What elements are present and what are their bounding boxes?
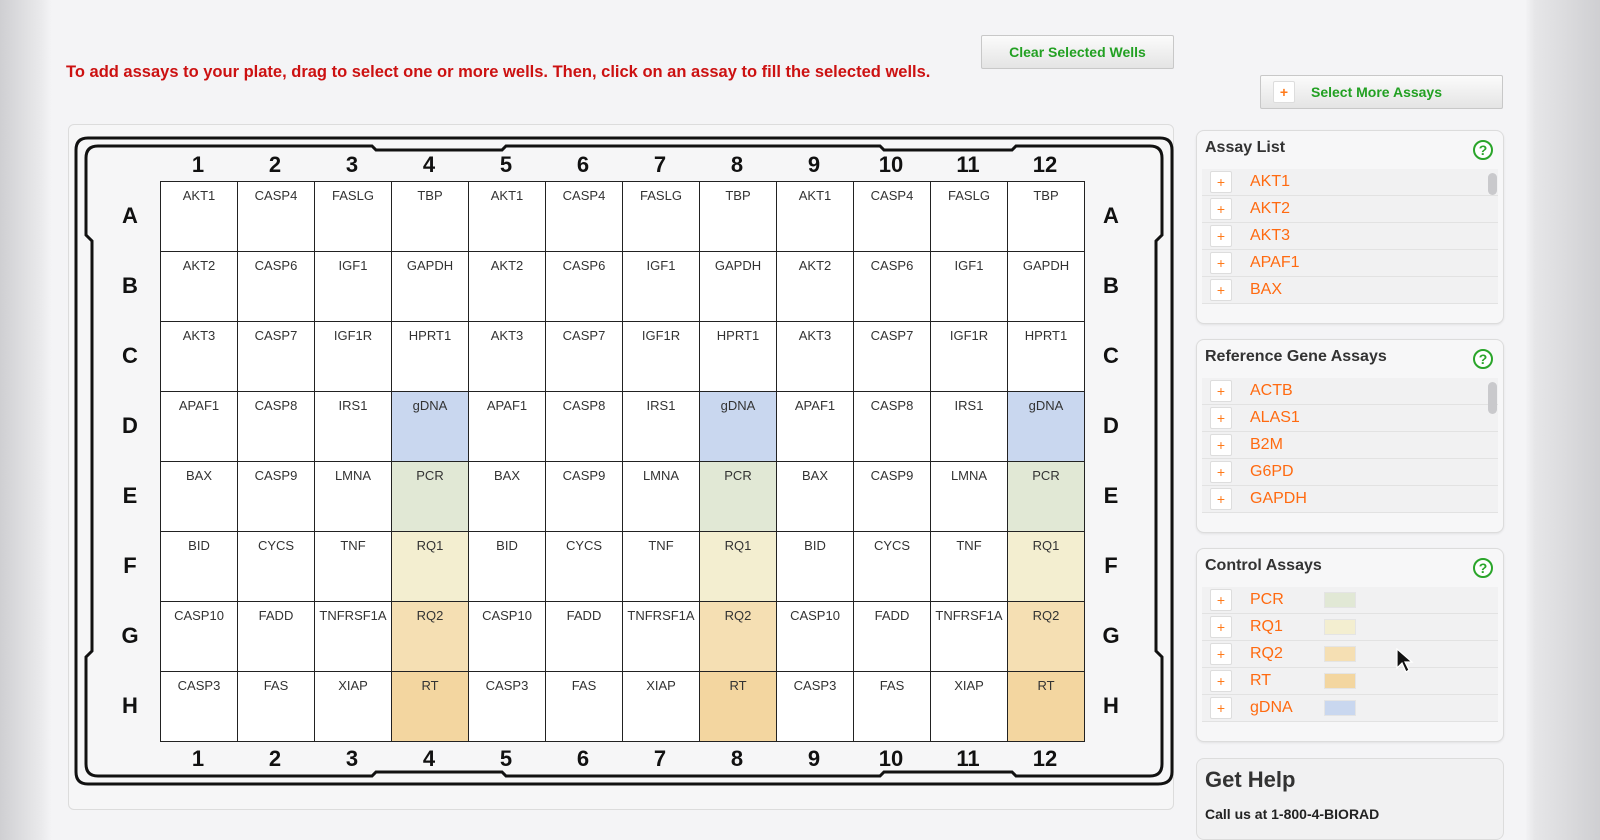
plate-well[interactable]: XIAP <box>931 672 1008 742</box>
plate-well[interactable]: AKT1 <box>161 182 238 252</box>
row-letter: H <box>1103 693 1119 718</box>
column-number: 4 <box>422 746 436 771</box>
row-letter: B <box>1103 273 1119 298</box>
get-help-panel <box>1196 758 1504 840</box>
assay-list-item[interactable] <box>1202 223 1498 250</box>
plate-well[interactable]: GAPDH <box>700 252 777 322</box>
plus-icon[interactable]: + <box>1210 171 1232 193</box>
plate-well[interactable]: RQ1 <box>392 532 469 602</box>
column-number: 8 <box>730 746 744 771</box>
plate-well[interactable]: AKT1 <box>777 182 854 252</box>
plus-icon[interactable]: + <box>1210 461 1232 483</box>
plate-well[interactable]: HPRT1 <box>392 322 469 392</box>
help-icon[interactable]: ? <box>1473 558 1493 578</box>
plate-well[interactable]: FADD <box>546 602 623 672</box>
plate-well[interactable]: CASP6 <box>546 252 623 322</box>
plate-well[interactable]: HPRT1 <box>700 322 777 392</box>
row-letter: G <box>121 623 139 648</box>
assay-list-item[interactable] <box>1202 169 1498 196</box>
plate-well[interactable]: GAPDH <box>1008 252 1085 322</box>
plate-well[interactable]: IGF1R <box>931 322 1008 392</box>
plate-well[interactable]: TBP <box>700 182 777 252</box>
assay-list-title: Assay List <box>1205 139 1286 156</box>
select-more-assays-label: Select More Assays <box>1311 84 1442 100</box>
plate-well[interactable]: CASP4 <box>854 182 931 252</box>
plate-well[interactable]: CYCS <box>238 532 315 602</box>
assay-list-item[interactable] <box>1202 587 1498 614</box>
plate-well[interactable]: FAS <box>546 672 623 742</box>
plate-well[interactable]: IGF1R <box>315 322 392 392</box>
plate-well[interactable]: TNF <box>931 532 1008 602</box>
column-number: 7 <box>653 746 667 771</box>
plate-well[interactable]: CASP7 <box>546 322 623 392</box>
help-icon[interactable]: ? <box>1473 140 1493 160</box>
plate-well[interactable]: CASP6 <box>854 252 931 322</box>
instructions-text: To add assays to your plate, drag to select one or more wells. Then, click on an assay to fill the selected wells. <box>66 63 931 81</box>
plate-well[interactable]: CASP9 <box>546 462 623 532</box>
plus-icon[interactable]: + <box>1210 252 1232 274</box>
plate-well[interactable]: AKT3 <box>161 322 238 392</box>
row-letter: C <box>122 343 138 368</box>
plate-well[interactable]: IGF1R <box>623 322 700 392</box>
plate-well[interactable]: CASP9 <box>238 462 315 532</box>
column-number: 9 <box>807 152 821 177</box>
plus-icon[interactable]: + <box>1210 380 1232 402</box>
plate-well[interactable]: TNF <box>623 532 700 602</box>
plate-well[interactable]: AKT2 <box>469 252 546 322</box>
assay-label: G6PD <box>1250 463 1294 480</box>
plate-well[interactable]: FADD <box>238 602 315 672</box>
column-number: 3 <box>345 152 359 177</box>
plus-icon[interactable]: + <box>1210 616 1232 638</box>
row-letter: A <box>122 203 138 228</box>
plus-icon[interactable]: + <box>1210 670 1232 692</box>
plate-well[interactable]: AKT2 <box>161 252 238 322</box>
assay-label: RT <box>1250 672 1272 689</box>
column-number: 4 <box>422 152 436 177</box>
row-letter: D <box>122 413 138 438</box>
assay-label: RQ2 <box>1250 645 1283 662</box>
plate-well[interactable]: FASLG <box>931 182 1008 252</box>
assay-list-panel <box>1196 130 1504 324</box>
plate-well[interactable]: CASP7 <box>238 322 315 392</box>
row-letter: D <box>1103 413 1119 438</box>
plate-well[interactable]: CASP8 <box>238 392 315 462</box>
plate-well[interactable]: XIAP <box>315 672 392 742</box>
row-letter: G <box>1102 623 1120 648</box>
assay-list-item[interactable] <box>1202 378 1498 405</box>
plate-well[interactable]: FASLG <box>623 182 700 252</box>
plate-well[interactable]: CASP10 <box>469 602 546 672</box>
plate-well[interactable]: IGF1 <box>315 252 392 322</box>
row-letter: F <box>123 553 137 578</box>
reference-gene-list <box>1202 378 1498 513</box>
help-icon[interactable]: ? <box>1473 349 1493 369</box>
plate-well[interactable]: PCR <box>392 462 469 532</box>
color-swatch <box>1324 619 1356 635</box>
plate-well[interactable]: CASP4 <box>238 182 315 252</box>
plate-well[interactable]: LMNA <box>315 462 392 532</box>
plate-well[interactable]: FADD <box>854 602 931 672</box>
plus-icon[interactable]: + <box>1210 279 1232 301</box>
column-number: 2 <box>268 746 282 771</box>
plus-icon[interactable]: + <box>1210 697 1232 719</box>
plate-well[interactable]: AKT2 <box>777 252 854 322</box>
assay-label: AKT1 <box>1250 173 1291 190</box>
assay-list-item[interactable] <box>1202 405 1498 432</box>
assay-list-item[interactable] <box>1202 459 1498 486</box>
plate-well[interactable]: XIAP <box>623 672 700 742</box>
plate-well[interactable]: APAF1 <box>777 392 854 462</box>
assay-list-scrollbar[interactable] <box>1488 173 1497 195</box>
column-number: 9 <box>807 746 821 771</box>
plate-well[interactable]: CASP3 <box>469 672 546 742</box>
row-letter: E <box>1103 483 1119 508</box>
assay-label: RQ1 <box>1250 618 1283 635</box>
plate-grid[interactable] <box>160 181 1085 742</box>
plate-well[interactable]: RT <box>700 672 777 742</box>
row-letter: H <box>122 693 138 718</box>
plate-well[interactable]: GAPDH <box>392 252 469 322</box>
column-number: 12 <box>1032 152 1058 177</box>
assay-label: AKT3 <box>1250 227 1291 244</box>
plate-well[interactable]: RT <box>392 672 469 742</box>
assay-label: ALAS1 <box>1250 409 1300 426</box>
plate-well[interactable]: IRS1 <box>315 392 392 462</box>
reference-gene-panel <box>1196 339 1504 533</box>
plate-well[interactable]: IRS1 <box>623 392 700 462</box>
plate-well[interactable]: TNFRSF1A <box>315 602 392 672</box>
assay-label: B2M <box>1250 436 1283 453</box>
plus-icon[interactable]: + <box>1210 198 1232 220</box>
plate-well[interactable]: CYCS <box>546 532 623 602</box>
plus-icon[interactable]: + <box>1210 434 1232 456</box>
column-number: 11 <box>956 152 980 177</box>
color-swatch <box>1324 673 1356 689</box>
plate-well[interactable]: CASP3 <box>777 672 854 742</box>
control-assays-title: Control Assays <box>1205 557 1322 574</box>
assay-label: PCR <box>1250 591 1284 608</box>
column-number: 3 <box>345 746 359 771</box>
plus-icon[interactable]: + <box>1210 407 1232 429</box>
plate-well[interactable]: AKT3 <box>777 322 854 392</box>
plus-icon[interactable]: + <box>1210 488 1232 510</box>
plate-well[interactable]: BID <box>469 532 546 602</box>
assay-list-item[interactable] <box>1202 668 1498 695</box>
row-letter: E <box>122 483 138 508</box>
plate-well[interactable]: CASP10 <box>777 602 854 672</box>
reference-gene-title: Reference Gene Assays <box>1205 348 1387 365</box>
plate-well[interactable]: gDNA <box>1008 392 1085 462</box>
assay-list-item[interactable] <box>1202 250 1498 277</box>
plate-well[interactable]: RQ1 <box>1008 532 1085 602</box>
plate-well[interactable]: RQ1 <box>700 532 777 602</box>
plate-well[interactable]: AKT3 <box>469 322 546 392</box>
plate-well[interactable]: TBP <box>1008 182 1085 252</box>
plate-well[interactable]: IGF1 <box>623 252 700 322</box>
plate-well[interactable]: BID <box>161 532 238 602</box>
row-letter: C <box>1103 343 1119 368</box>
assay-list-item[interactable] <box>1202 277 1498 304</box>
assay-list-item[interactable] <box>1202 486 1498 513</box>
assay-list-item[interactable] <box>1202 695 1498 722</box>
mouse-cursor-icon <box>1396 648 1414 674</box>
plate-well[interactable]: FAS <box>854 672 931 742</box>
assay-label: gDNA <box>1250 699 1293 716</box>
plate-well[interactable]: BID <box>777 532 854 602</box>
plate-well[interactable]: TNFRSF1A <box>623 602 700 672</box>
select-more-assays-button[interactable] <box>1260 75 1503 109</box>
plate-well[interactable]: IRS1 <box>931 392 1008 462</box>
plate-well[interactable]: BAX <box>161 462 238 532</box>
column-number: 1 <box>191 152 205 177</box>
plate-well[interactable]: RQ2 <box>700 602 777 672</box>
plus-icon[interactable]: + <box>1210 225 1232 247</box>
plate-well[interactable]: CASP8 <box>854 392 931 462</box>
column-number: 8 <box>730 152 744 177</box>
assay-label: BAX <box>1250 281 1283 298</box>
reference-gene-scrollbar[interactable] <box>1488 382 1497 414</box>
assay-list-item[interactable] <box>1202 641 1498 668</box>
assay-list <box>1202 169 1498 304</box>
control-assays-panel <box>1196 548 1504 742</box>
plate-well[interactable]: TNF <box>315 532 392 602</box>
plate-well[interactable]: CASP3 <box>161 672 238 742</box>
plate-well[interactable]: FASLG <box>315 182 392 252</box>
assay-label: AKT2 <box>1250 200 1291 217</box>
column-number: 10 <box>878 152 904 177</box>
column-number: 5 <box>499 152 513 177</box>
assay-list-item[interactable] <box>1202 432 1498 459</box>
plate-well[interactable]: TBP <box>392 182 469 252</box>
plate-well[interactable]: CASP10 <box>161 602 238 672</box>
plate-well[interactable]: CYCS <box>854 532 931 602</box>
plus-icon[interactable]: + <box>1210 643 1232 665</box>
help-phone: Call us at 1-800-4-BIORAD <box>1205 806 1380 822</box>
plate-well[interactable]: LMNA <box>931 462 1008 532</box>
plate-well[interactable]: gDNA <box>700 392 777 462</box>
color-swatch <box>1324 646 1356 662</box>
plate-well[interactable]: RQ2 <box>392 602 469 672</box>
column-number: 5 <box>499 746 513 771</box>
column-number: 1 <box>191 746 205 771</box>
plate-well[interactable]: CASP8 <box>546 392 623 462</box>
assay-list-item[interactable] <box>1202 196 1498 223</box>
plate-well[interactable]: APAF1 <box>469 392 546 462</box>
control-assays-list <box>1202 587 1498 722</box>
color-swatch <box>1324 592 1356 608</box>
row-letter: F <box>1104 553 1118 578</box>
plate-well[interactable]: PCR <box>700 462 777 532</box>
column-number: 6 <box>576 152 590 177</box>
plus-icon: + <box>1273 81 1295 103</box>
plate-well[interactable]: CASP6 <box>238 252 315 322</box>
assay-list-item[interactable] <box>1202 614 1498 641</box>
plate-well[interactable]: LMNA <box>623 462 700 532</box>
row-letter: B <box>122 273 138 298</box>
column-number: 7 <box>653 152 667 177</box>
plate-well[interactable]: CASP4 <box>546 182 623 252</box>
clear-selected-wells-button[interactable]: Clear Selected Wells <box>981 35 1174 69</box>
plus-icon[interactable]: + <box>1210 589 1232 611</box>
plate-well[interactable]: PCR <box>1008 462 1085 532</box>
plate-well[interactable]: RT <box>1008 672 1085 742</box>
plate-well[interactable]: AKT1 <box>469 182 546 252</box>
column-number: 12 <box>1032 746 1058 771</box>
assay-label: APAF1 <box>1250 254 1300 271</box>
plate-well[interactable]: FAS <box>238 672 315 742</box>
get-help-title: Get Help <box>1205 767 1296 792</box>
plate-well[interactable]: gDNA <box>392 392 469 462</box>
plate-well[interactable]: APAF1 <box>161 392 238 462</box>
assay-label: GAPDH <box>1250 490 1307 507</box>
plate-well[interactable]: BAX <box>469 462 546 532</box>
row-letter: A <box>1103 203 1119 228</box>
column-number: 2 <box>268 152 282 177</box>
plate-well[interactable]: TNFRSF1A <box>931 602 1008 672</box>
plate-well[interactable]: HPRT1 <box>1008 322 1085 392</box>
column-number: 11 <box>956 746 980 771</box>
plate-well[interactable]: IGF1 <box>931 252 1008 322</box>
plate-well[interactable]: BAX <box>777 462 854 532</box>
color-swatch <box>1324 700 1356 716</box>
plate-well[interactable]: CASP9 <box>854 462 931 532</box>
column-number: 6 <box>576 746 590 771</box>
assay-label: ACTB <box>1250 382 1293 399</box>
plate-well[interactable]: CASP7 <box>854 322 931 392</box>
column-number: 10 <box>878 746 904 771</box>
plate-well[interactable]: RQ2 <box>1008 602 1085 672</box>
